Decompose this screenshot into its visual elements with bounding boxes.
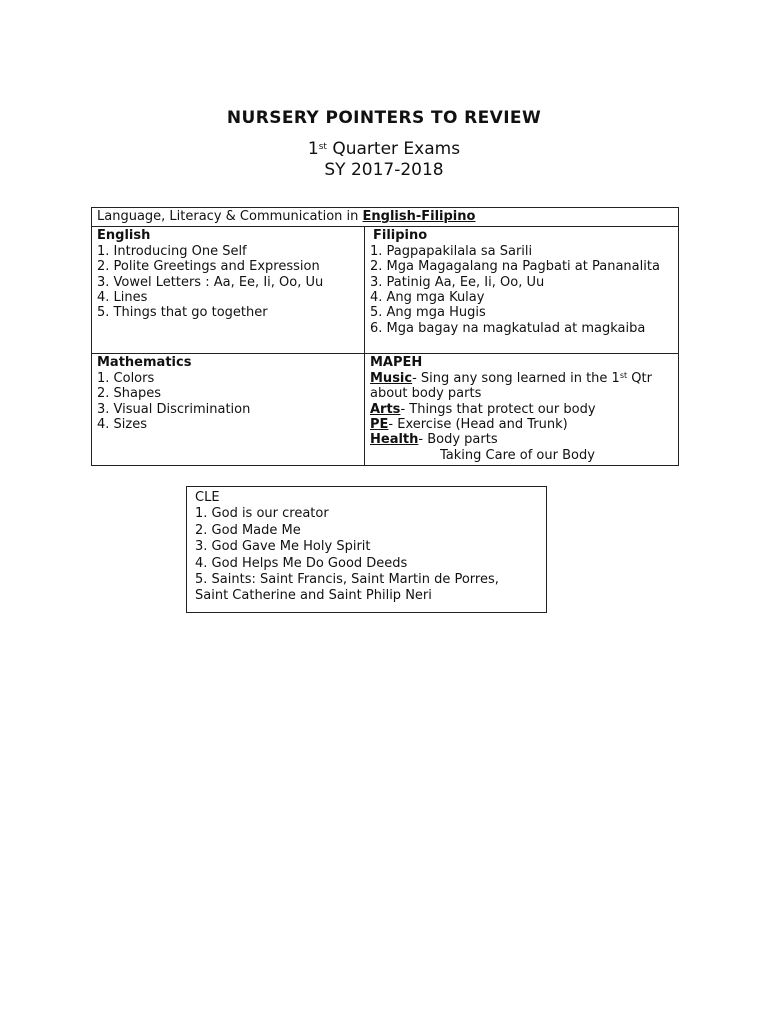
list-item: 6. Mga bagay na magkatulad at magkaiba xyxy=(370,320,646,336)
list-item: 3. Patinig Aa, Ee, Ii, Oo, Uu xyxy=(370,274,545,290)
table-header-cell xyxy=(92,208,679,227)
table-header-row xyxy=(92,208,679,227)
list-item: 2. God Made Me xyxy=(195,522,301,538)
school-year: SY 2017-2018 xyxy=(324,160,444,180)
header-emphasis: English-Filipino xyxy=(362,209,476,224)
list-item: 3. Vowel Letters : Aa, Ee, Ii, Oo, Uu xyxy=(97,274,324,290)
list-item: Saint Catherine and Saint Philip Neri xyxy=(195,588,432,604)
list-item: 2. Shapes xyxy=(97,386,162,402)
header-prefix: Language, Literacy & Communication in xyxy=(97,209,363,224)
list-item: 1. God is our creator xyxy=(195,506,329,522)
list-item: 3. God Gave Me Holy Spirit xyxy=(195,539,371,555)
arts-line xyxy=(370,402,673,417)
music-text-cont: Qtr about body parts xyxy=(370,370,652,402)
document-title: NURSERY POINTERS TO REVIEW xyxy=(226,108,542,128)
mathematics-cell xyxy=(92,354,365,466)
document-subtitle xyxy=(0,139,768,181)
health-label: Health xyxy=(370,432,419,448)
list-item: 4. Lines xyxy=(97,290,148,306)
mapeh-heading: MAPEH xyxy=(370,355,423,371)
list-item: 2. Mga Magagalang na Pagbati at Pananalita xyxy=(370,259,660,275)
mathematics-heading: Mathematics xyxy=(97,355,192,371)
english-cell xyxy=(92,227,365,354)
music-ordinal: st xyxy=(619,370,628,380)
list-item: 1. Colors xyxy=(97,370,155,386)
list-item: 2. Polite Greetings and Expression xyxy=(97,259,320,275)
filipino-cell xyxy=(365,227,679,354)
health-text: - Body parts xyxy=(418,432,498,448)
table-row xyxy=(92,354,679,466)
list-item: 1. Introducing One Self xyxy=(97,243,247,259)
list-item: 1. Pagpapakilala sa Sarili xyxy=(370,243,533,259)
filipino-heading: Filipino xyxy=(373,228,428,244)
quarter-label: Quarter Exams xyxy=(326,139,461,159)
pe-text: - Exercise (Head and Trunk) xyxy=(388,417,568,433)
pe-label: PE xyxy=(370,417,389,433)
list-item: 5. Ang mga Hugis xyxy=(370,305,486,321)
music-line xyxy=(370,371,673,402)
pe-line xyxy=(370,417,673,432)
table-row xyxy=(92,227,679,354)
quarter-ordinal: st xyxy=(318,142,327,152)
english-heading: English xyxy=(97,228,151,244)
music-label: Music xyxy=(370,370,413,386)
list-item: 4. Ang mga Kulay xyxy=(370,290,485,306)
list-item: 5. Saints: Saint Francis, Saint Martin de Porres, xyxy=(195,572,499,588)
music-text: - Sing any song learned in the 1 xyxy=(412,370,620,386)
arts-text: - Things that protect our body xyxy=(400,401,596,417)
list-item: 4. Sizes xyxy=(97,417,147,433)
mapeh-cell xyxy=(365,354,679,466)
health-line-2: Taking Care of our Body xyxy=(440,447,595,463)
cle-box xyxy=(186,486,547,613)
health-line xyxy=(370,432,673,447)
list-item: 4. God Helps Me Do Good Deeds xyxy=(195,555,408,571)
quarter-line xyxy=(0,139,768,160)
list-item: 5. Things that go together xyxy=(97,305,268,321)
quarter-number: 1 xyxy=(307,139,319,159)
subjects-table xyxy=(91,207,679,466)
list-item: 3. Visual Discrimination xyxy=(97,401,251,417)
arts-label: Arts xyxy=(370,401,401,417)
cle-heading: CLE xyxy=(195,490,220,505)
